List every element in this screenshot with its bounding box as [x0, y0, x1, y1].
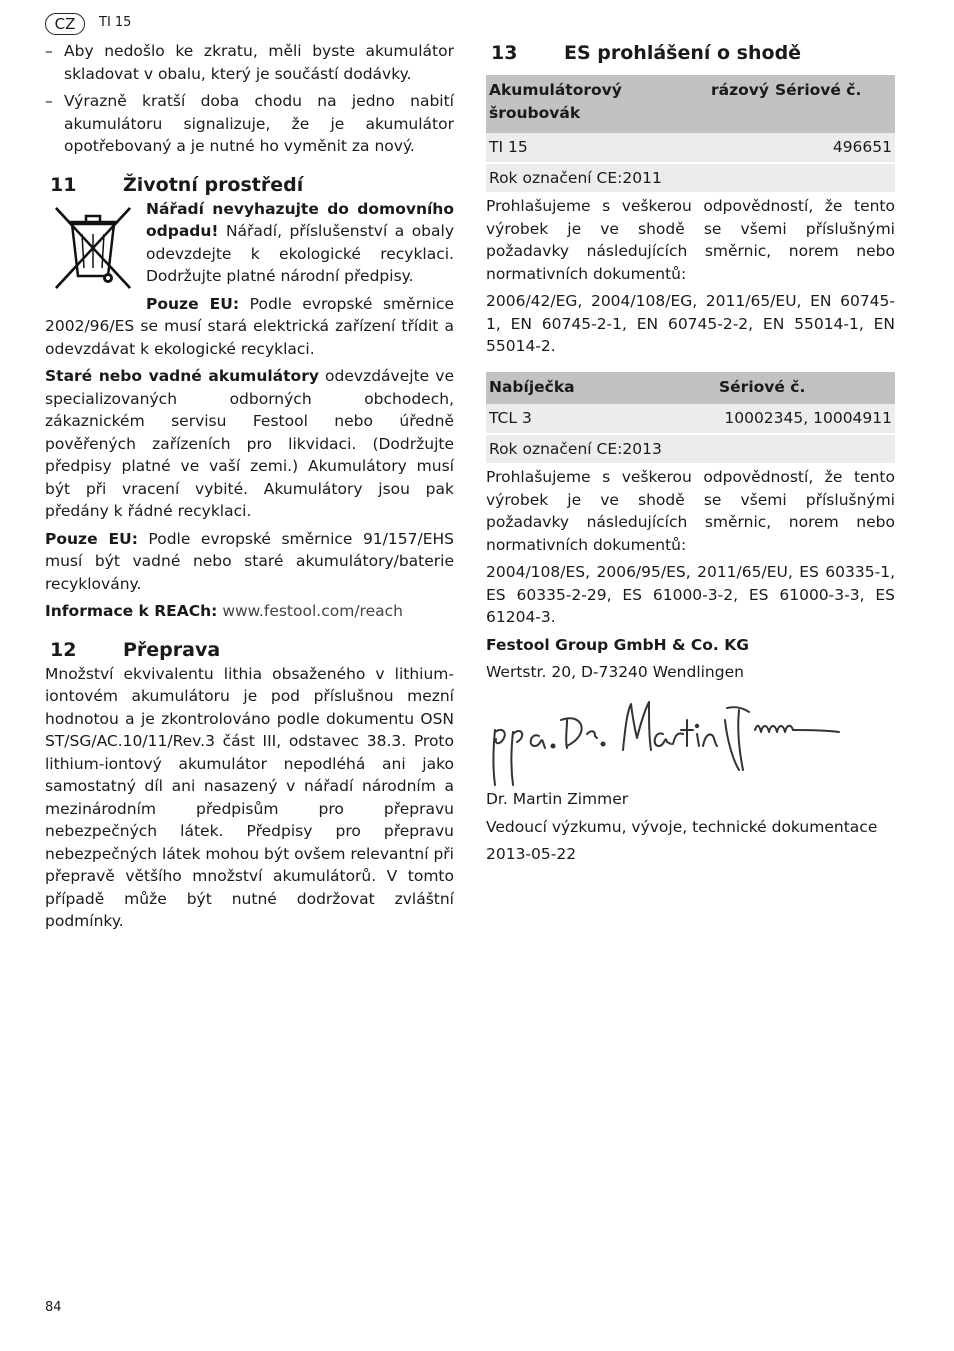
table-cell-model: TI 15 [486, 133, 772, 163]
eu-text: Podle evropské směrnice 2002/96/ES se musí stará elektrická zařízení třídit a odevzdávat k ekologické recyklaci. [45, 294, 454, 358]
section-heading-12 [45, 637, 454, 663]
section-heading-11 [45, 172, 454, 198]
declaration-text: Prohlašujeme s veškerou odpovědností, že tento výrobek je ve shodě se všemi příslušnými požadavky následujících směrnic, norem nebo normativních dokumentů: [486, 468, 895, 554]
table-header-row [486, 75, 895, 133]
table-header-product: Nabíječka [489, 377, 575, 396]
company-name: Festool Group GmbH & Co. KG [486, 635, 749, 654]
eu-paragraph [45, 293, 454, 361]
right-column [486, 40, 895, 684]
bullet-text: Aby nedošlo ke zkratu, měli byste akumulátor skladovat v obalu, který je součástí dodávky. [64, 42, 454, 83]
section-title: ES prohlášení o shodě [564, 42, 802, 64]
battery-label: Staré nebo vadné akumulátory [45, 367, 319, 385]
table-header-product: Akumulátorový rázový šroubovák [489, 81, 769, 122]
transport-paragraph: Množství ekvivalentu lithia obsaženého v lithium-iontovém akumulátoru je pod příslušnou mezní hodnotou a je zkontrolováno podle dokumentu OSN ST/SG/AC.10/11/Rev.3 část III, odstavec 38.3. Proto lithium-iontový akumulátor nepodléhá ani jako samostatný díl ani nasazený v nářadí národním a mezinárodním předpisům pro přepravu nebezpečných látek. Předpisy pro přepravu nebezpečných látek mohou být ovšem relevantní při přepravě většího množství akumulátorů. V tomto případě může být nutné dodržovat zvláštní podmínky. [45, 664, 454, 930]
norms-list: 2004/108/ES, 2006/95/ES, 2011/65/EU, ES 60335-1, ES 60335-2-29, ES 61000-3-2, ES 61000-3-3, ES 61204-3. [486, 563, 895, 626]
table-cell-ce-year: Rok označení CE:2013 [489, 439, 662, 458]
signature-image [487, 690, 847, 790]
eu-battery-label: Pouze EU: [45, 529, 138, 548]
table-cell-serial: 10002345, 10004911 [716, 404, 895, 434]
section-number: 12 [50, 638, 77, 661]
bullet-text: Výrazně kratší doba chodu na jedno nabití akumulátoru signalizuje, že je akumulátor opotřebovaný a je nutné ho vyměnit za nový. [64, 92, 454, 155]
eu-battery-text: Podle evropské směrnice 91/157/EHS musí být vadné nebo staré akumulátory/baterie recyklovány. [45, 529, 454, 593]
table-row [486, 163, 895, 193]
table-cell-ce-year: Rok označení CE:2011 [489, 168, 662, 187]
page-number: 84 [45, 1300, 62, 1315]
company-address: Wertstr. 20, D-73240 Wendlingen [486, 663, 744, 681]
declaration-table-1 [486, 75, 895, 192]
signer-name: Dr. Martin Zimmer [486, 790, 629, 808]
eu-label: Pouze EU: [146, 294, 240, 313]
language-badge: CZ [45, 13, 85, 35]
table-header-row [486, 372, 895, 405]
section-number: 11 [50, 173, 77, 196]
eu-battery-paragraph [45, 528, 454, 596]
crossed-bin-icon [50, 204, 136, 292]
disposal-warning: Nářadí nevyhazujte do domovního odpadu! [146, 199, 454, 240]
table-cell-model: TCL 3 [486, 404, 716, 434]
table-row [486, 404, 895, 434]
bullet-item [45, 90, 454, 158]
table-header-serial: Sériové č. [775, 81, 862, 99]
norms-list: 2006/42/EG, 2004/108/EG, 2011/65/EU, EN 60745-1, EN 60745-2-1, EN 60745-2-2, EN 55014-1, EN 55014-2. [486, 292, 895, 355]
disposal-text: Nářadí, příslušenství a obaly odevzdejte k ekologické recyklaci. Dodržujte platné národní předpisy. [146, 222, 454, 285]
reach-link[interactable]: www.festool.com/reach [222, 602, 403, 620]
battery-paragraph [45, 365, 454, 523]
model-label: TI 15 [99, 15, 132, 30]
reach-paragraph [45, 600, 454, 623]
table-row [486, 133, 895, 163]
bullet-dash: – [45, 92, 53, 110]
section-number: 13 [491, 42, 518, 64]
section-title: Životní prostředí [123, 173, 304, 196]
signer-block [486, 788, 895, 866]
section-title: Přeprava [123, 638, 221, 661]
left-column [45, 40, 454, 933]
reach-label: Informace k REACh: [45, 602, 218, 620]
table-cell-serial: 496651 [772, 133, 895, 163]
table-header-serial: Sériové č. [719, 377, 806, 396]
battery-text: odevzdávejte ve specializovaných odborných obchodech, zákaznickém servisu Festool nebo úředně pověřených zařízeních pro likvidaci. (Dodržujte předpisy platné ve vaší zemi.) Akumulátory musí být při vracení vybité. Akumulátory jsou pak předány k řádné recyklaci. [45, 367, 454, 520]
bullet-item [45, 40, 454, 85]
table-row [486, 434, 895, 464]
signer-role: Vedoucí výzkumu, vývoje, technické dokumentace [486, 817, 878, 836]
declaration-table-2 [486, 372, 895, 464]
declaration-text: Prohlašujeme s veškerou odpovědností, že tento výrobek je ve shodě se všemi příslušnými požadavky následujících směrnic, norem nebo normativních dokumentů: [486, 197, 895, 283]
declaration-date: 2013-05-22 [486, 845, 577, 863]
section-heading-13 [486, 40, 895, 66]
bullet-dash: – [45, 42, 53, 60]
